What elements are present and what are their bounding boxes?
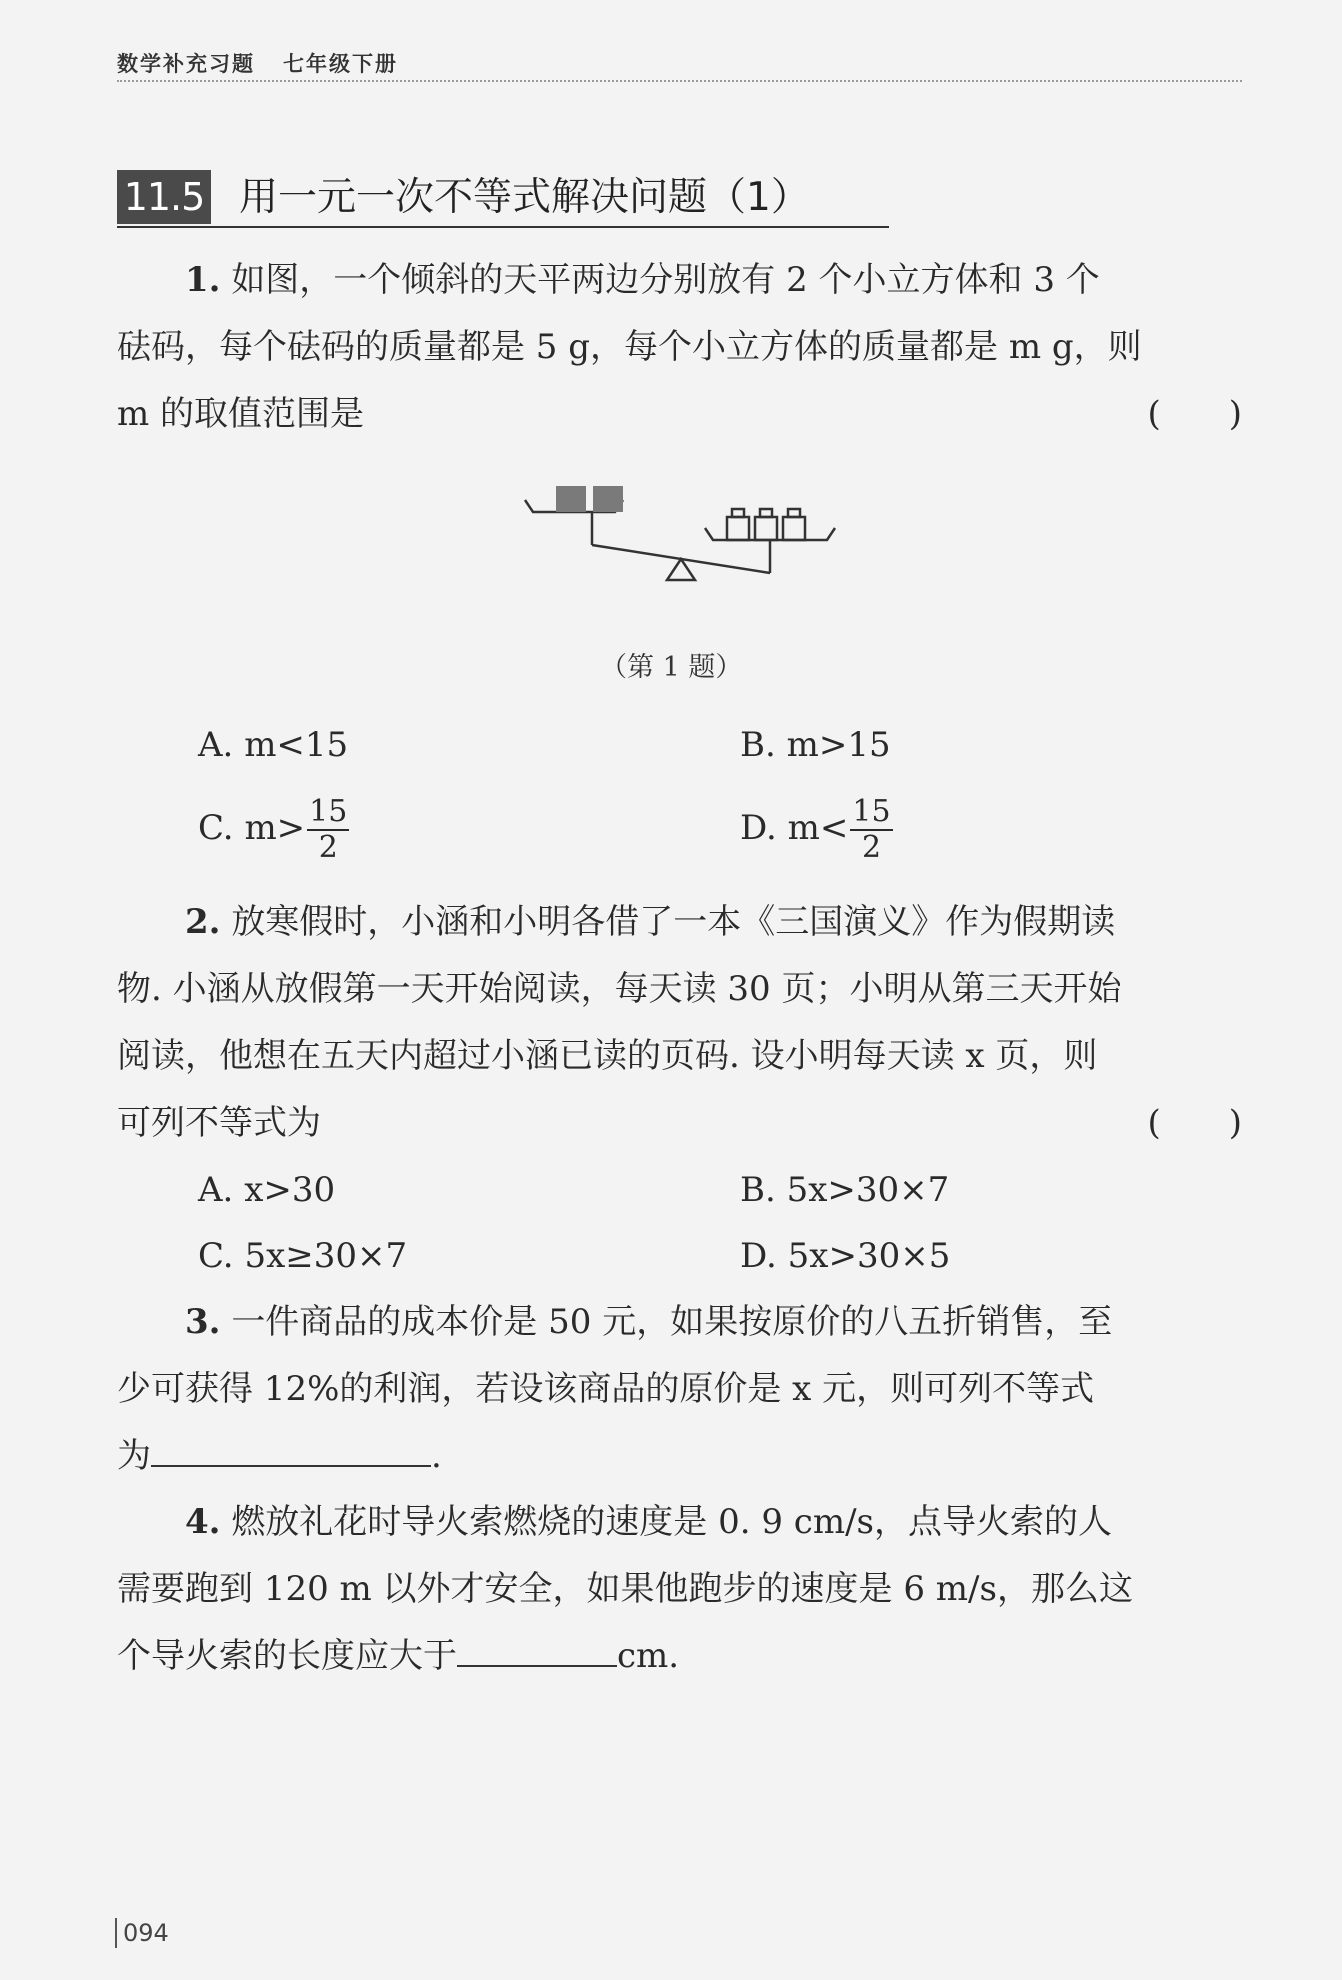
running-header bbox=[117, 48, 398, 78]
option-label: C. bbox=[198, 1236, 234, 1276]
cube-1 bbox=[556, 486, 586, 512]
q3-line-2: 少可获得 12%的利润，若设该商品的原价是 x 元，则可列不等式 bbox=[117, 1369, 1095, 1409]
section-title-text: 用一元一次不等式解决问题（1） bbox=[239, 175, 810, 220]
q2-line-1 bbox=[117, 890, 1242, 954]
q4-line-2: 需要跑到 120 m 以外才安全，如果他跑步的速度是 6 m/s，那么这 bbox=[117, 1569, 1133, 1609]
q2-option-a bbox=[198, 1165, 335, 1215]
option-text: 5x≥30×7 bbox=[244, 1236, 408, 1276]
section-number: 11.5 bbox=[117, 170, 211, 224]
option-text: 5x>30×5 bbox=[787, 1236, 951, 1276]
weight-3 bbox=[783, 517, 805, 540]
option-text: x>30 bbox=[244, 1170, 336, 1210]
option-text: m>15 bbox=[786, 725, 891, 765]
option-label: D. bbox=[740, 808, 777, 848]
q4-unit: cm. bbox=[617, 1636, 680, 1676]
option-label: B. bbox=[740, 725, 776, 765]
q2-number: 2. bbox=[185, 902, 221, 942]
q1-answer-paren: ( ) bbox=[1147, 394, 1242, 434]
q3-answer-blank[interactable] bbox=[151, 1427, 431, 1467]
q4-text-3: 个导火索的长度应大于 bbox=[117, 1636, 457, 1676]
q2-line-4: 可列不等式为 bbox=[117, 1103, 321, 1143]
q3-text-3: 为 bbox=[117, 1436, 151, 1476]
page-number: 094 bbox=[115, 1918, 169, 1948]
weight-1-knob bbox=[732, 509, 744, 517]
section-heading bbox=[117, 170, 889, 228]
q2-answer-paren: ( ) bbox=[1147, 1103, 1242, 1143]
q3-line-1 bbox=[117, 1290, 1242, 1354]
q4-line-3 bbox=[117, 1624, 1242, 1688]
fraction-denominator: 2 bbox=[318, 830, 338, 865]
q4-text-1: 燃放礼花时导火索燃烧的速度是 0. 9 cm/s，点导火索的人 bbox=[231, 1502, 1112, 1542]
q2-option-d bbox=[740, 1231, 950, 1281]
q2-line-3: 阅读，他想在五天内超过小涵已读的页码. 设小明每天读 x 页，则 bbox=[117, 1036, 1098, 1076]
fraction bbox=[850, 795, 892, 865]
q2-option-b bbox=[740, 1165, 949, 1215]
q1-line-1 bbox=[117, 248, 1242, 312]
option-label: B. bbox=[740, 1170, 776, 1210]
balance-scale-figure bbox=[515, 480, 845, 630]
weight-3-knob bbox=[788, 509, 800, 517]
q1-line-3: m 的取值范围是 bbox=[117, 394, 365, 434]
q4-line-1 bbox=[117, 1490, 1242, 1554]
q1-option-d bbox=[740, 795, 893, 865]
q1-line-2: 砝码，每个砝码的质量都是 5 g，每个小立方体的质量都是 m g，则 bbox=[117, 327, 1142, 367]
option-text: m< bbox=[787, 808, 849, 848]
option-label: A. bbox=[198, 725, 234, 765]
q3-text-1: 一件商品的成本价是 50 元，如果按原价的八五折销售，至 bbox=[231, 1302, 1113, 1342]
q2-option-c bbox=[198, 1231, 407, 1281]
option-label: C. bbox=[198, 808, 234, 848]
q3-number: 3. bbox=[185, 1302, 221, 1342]
q1-option-c bbox=[198, 795, 349, 865]
figure-caption: （第 1 题） bbox=[600, 652, 743, 683]
q1-option-a bbox=[198, 720, 348, 770]
q1-text-1: 如图，一个倾斜的天平两边分别放有 2 个小立方体和 3 个 bbox=[231, 260, 1100, 300]
cube-2 bbox=[593, 486, 623, 512]
weight-2-knob bbox=[760, 509, 772, 517]
q1-number: 1. bbox=[185, 260, 221, 300]
fraction-numerator: 15 bbox=[309, 794, 348, 829]
option-text: 5x>30×7 bbox=[786, 1170, 950, 1210]
fraction-numerator: 15 bbox=[852, 794, 891, 829]
q4-answer-blank[interactable] bbox=[457, 1627, 617, 1667]
book-title: 数学补充习题 bbox=[117, 52, 255, 76]
option-label: D. bbox=[740, 1236, 777, 1276]
fraction-denominator: 2 bbox=[861, 830, 882, 865]
option-text: m<15 bbox=[244, 725, 349, 765]
weight-2 bbox=[755, 517, 777, 540]
fraction bbox=[307, 795, 349, 865]
weight-1 bbox=[727, 517, 749, 540]
q2-line-2: 物. 小涵从放假第一天开始阅读，每天读 30 页；小明从第三天开始 bbox=[117, 969, 1122, 1009]
option-label: A. bbox=[198, 1170, 234, 1210]
grade-label: 七年级下册 bbox=[283, 52, 398, 76]
header-divider bbox=[117, 80, 1242, 82]
q3-end-period: . bbox=[431, 1436, 442, 1476]
q4-number: 4. bbox=[185, 1502, 221, 1542]
option-text: m> bbox=[244, 808, 306, 848]
fulcrum bbox=[667, 559, 695, 580]
q2-text-1: 放寒假时，小涵和小明各借了一本《三国演义》作为假期读 bbox=[231, 902, 1116, 942]
q3-line-3 bbox=[117, 1424, 1242, 1488]
q1-option-b bbox=[740, 720, 891, 770]
right-pan bbox=[705, 528, 835, 540]
